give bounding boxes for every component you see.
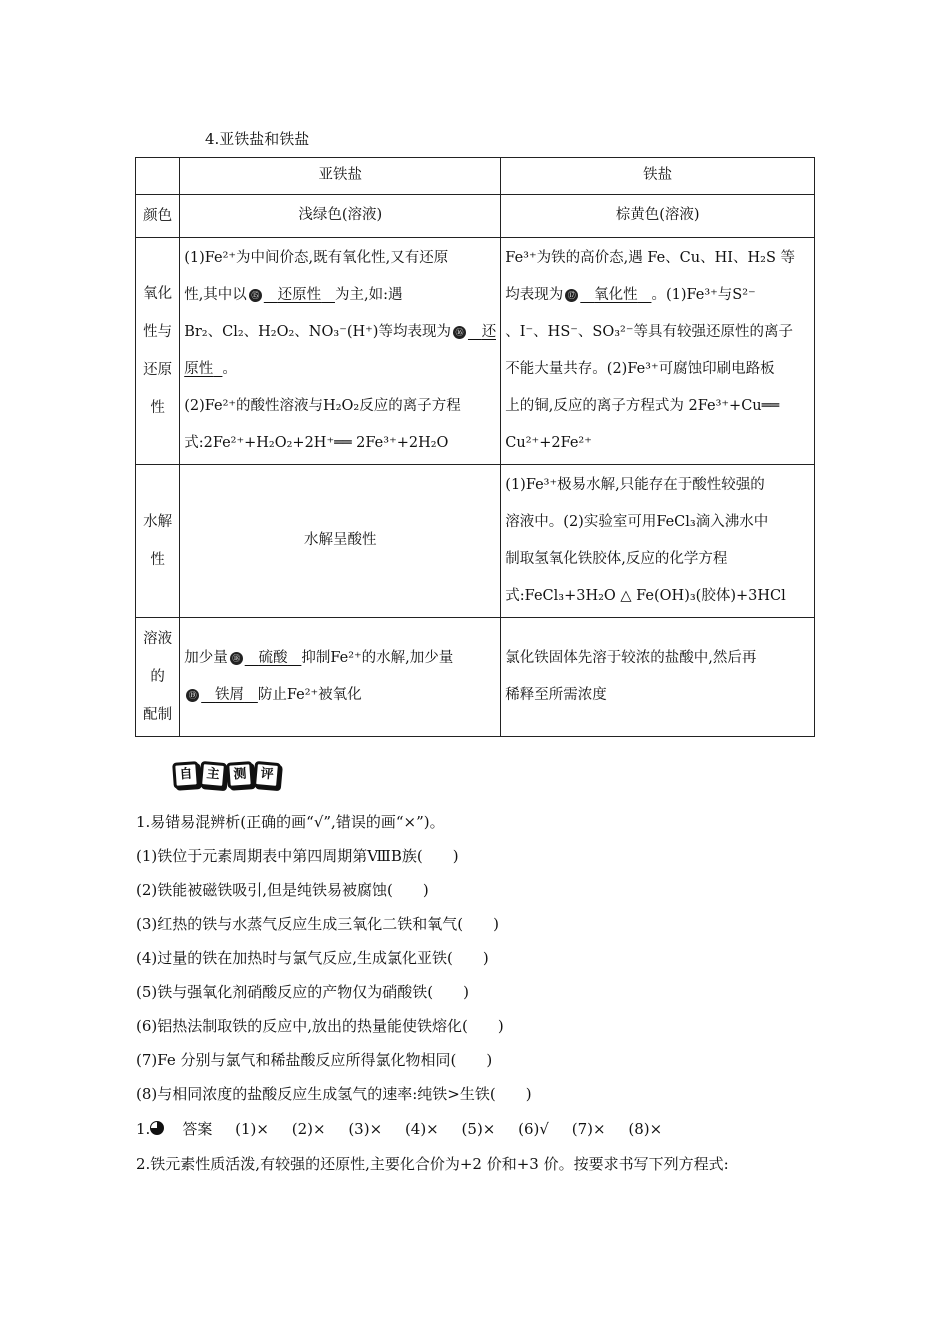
question-intro: 1.易错易混辨析(正确的画“√”,错误的画“×”)。 [136, 813, 445, 831]
table-header-row [136, 158, 815, 195]
header-ferrous: 亚铁盐 [180, 158, 501, 195]
section-title: 4.亚铁盐和铁盐 [205, 130, 310, 148]
answer-label: 答案 [182, 1120, 213, 1138]
ferrous-color: 浅绿色(溶液) [180, 195, 501, 238]
answer-5: (5)× [461, 1120, 496, 1138]
table-row-color [136, 195, 815, 238]
question-item-4: (4)过量的铁在加热时与氯气反应,生成氯化亚铁( ) [136, 949, 489, 967]
answer-6: (6)√ [518, 1120, 549, 1138]
question-item-5: (5)铁与强氧化剂硝酸反应的产物仅为硝酸铁( ) [136, 983, 469, 1001]
answer-18: 硫酸 [258, 650, 288, 666]
question-item-7: (7)Fe 分别与氯气和稀盐酸反应所得氯化物相同( ) [136, 1051, 493, 1069]
row-label-color: 颜色 [136, 195, 180, 238]
header-ferric: 铁盐 [501, 158, 815, 195]
answer-2: (2)× [291, 1120, 326, 1138]
iron-salts-table [135, 157, 815, 737]
ferric-color: 棕黄色(溶液) [501, 195, 815, 238]
question-item-8: (8)与相同浓度的盐酸反应生成氢气的速率:纯铁>生铁( ) [136, 1085, 532, 1103]
answer-7: (7)× [571, 1120, 606, 1138]
self-test-logo: 自 主 测 评 [173, 762, 281, 788]
table-row-redox [136, 238, 815, 465]
ferric-redox: Fe³⁺为铁的高价态,遇 Fe、Cu、HI、H₂S 等 均表现为 ⑰ 氧化性 。(1)Fe³⁺与S²⁻ 、I⁻、HS⁻、SO₃²⁻等具有较强还原性的离子 不能大量共存。(2)Fe³⁺可腐蚀印刷电路板 上的铜,反应的离子方程式为 2Fe³⁺+Cu══ Cu²⁺+2Fe²⁺ [501, 238, 815, 465]
answer-1: (1)× [235, 1120, 269, 1138]
answer-4: (4)× [404, 1120, 439, 1138]
blank-number-15: ⑮ [249, 289, 262, 302]
blank-number-19: ⑲ [186, 689, 199, 702]
question-item-3: (3)红热的铁与水蒸气反应生成三氧化二铁和氧气( ) [136, 915, 499, 933]
answer-15: 还原性 [277, 287, 322, 303]
answer-16-part1: 还 [481, 324, 497, 340]
table-row-hydrolysis [136, 465, 815, 618]
answer-8: (8)× [628, 1120, 663, 1138]
answer-icon [150, 1121, 164, 1135]
ferrous-preparation: 加少量 ⑱ 硫酸 抑制Fe²⁺的水解,加少量 ⑲ 铁屑 防止Fe²⁺被氧化 [180, 618, 501, 737]
answer-16-part2: 原性 [184, 361, 214, 377]
header-empty-cell [136, 158, 180, 195]
answer-17: 氧化性 [594, 287, 638, 303]
answer-line: 1. 答案 (1)× (2)× (3)× (4)× (5)× (6)√ (7)× (8)× [136, 1120, 663, 1138]
blank-number-17: ⑰ [565, 289, 578, 302]
ferrous-hydrolysis: 水解呈酸性 [180, 465, 501, 618]
row-label-hydrolysis: 水解 性 [136, 465, 180, 618]
question-item-1: (1)铁位于元素周期表中第四周期第ⅧB族( ) [136, 847, 459, 865]
question-item-6: (6)铝热法制取铁的反应中,放出的热量能使铁熔化( ) [136, 1017, 504, 1035]
row-label-preparation: 溶液 的 配制 [136, 618, 180, 737]
question-2: 2.铁元素性质活泼,有较强的还原性,主要化合价为+2 价和+3 价。按要求书写下列方程式: [136, 1155, 729, 1173]
blank-number-18: ⑱ [230, 652, 243, 665]
ferrous-redox: (1)Fe²⁺为中间价态,既有氧化性,又有还原 性,其中以 ⑮ 还原性 为主,如:遇 Br₂、Cl₂、H₂O₂、NO₃⁻(H⁺)等均表现为 ⑯ 还 原性 。 (2)Fe²⁺的酸性溶液与H₂O₂反应的离子方程 式:2Fe²⁺+H₂O₂+2H⁺══ 2Fe³⁺+2H₂O [180, 238, 501, 465]
ferric-preparation: 氯化铁固体先溶于较浓的盐酸中,然后再 稀释至所需浓度 [501, 618, 815, 737]
table-row-preparation [136, 618, 815, 737]
answer-3: (3)× [348, 1120, 383, 1138]
question-item-2: (2)铁能被磁铁吸引,但是纯铁易被腐蚀( ) [136, 881, 429, 899]
ferric-hydrolysis: (1)Fe³⁺极易水解,只能存在于酸性较强的 溶液中。(2)实验室可用FeCl₃滴入沸水中 制取氢氧化铁胶体,反应的化学方程 式:FeCl₃+3H₂O △ Fe(OH)₃(胶体)+3HCl [501, 465, 815, 618]
blank-number-16: ⑯ [453, 326, 466, 339]
answer-19: 铁屑 [215, 687, 245, 703]
row-label-redox: 氧化 性与 还原 性 [136, 238, 180, 465]
